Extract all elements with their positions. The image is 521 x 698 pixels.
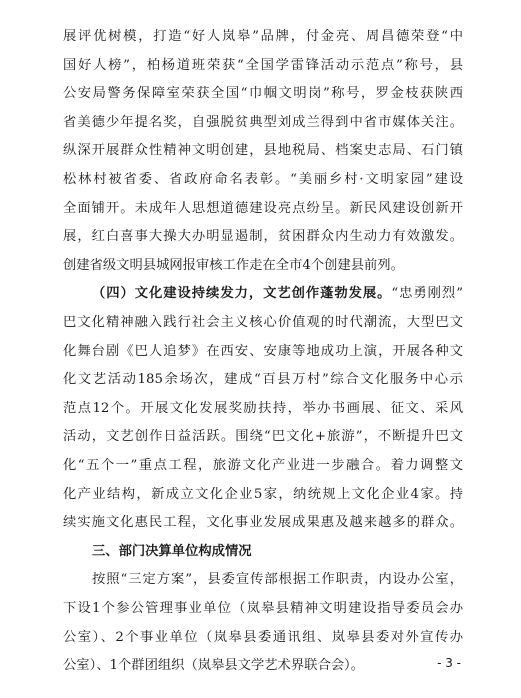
paragraph-line: 化文艺活动185余场次，建成“百县万村”综合文化服务中心示	[63, 372, 463, 388]
paragraph-line: 公室）、2个事业单位（岚皋县委通讯组、岚皋县委对外宣传办	[63, 629, 463, 645]
paragraph-line: 按照“三定方案”，县委宣传部根据工作职责，内设办公室，	[92, 572, 463, 588]
paragraph-line: 化产业结构，新成立文化企业5家，纳统规上文化企业4家。持	[63, 486, 463, 502]
paragraph-line: 国好人榜”，柏杨道班荣获“全国学雷锋活动示范点”称号，县	[63, 57, 463, 73]
paragraph-line: 展，红白喜事大操大办明显遏制，贫困群众内生动力有效激发。	[63, 229, 463, 245]
paragraph-line: 续实施文化惠民工程，文化事业发展成果惠及越来越多的群众。	[63, 515, 463, 531]
paragraph-first-line	[92, 286, 463, 302]
section-heading: 三、部门决算单位构成情况	[92, 543, 252, 559]
paragraph-line: 化舞台剧《巴人追梦》在西安、安康等地成功上演，开展各种文	[63, 343, 463, 359]
paragraph-line: 创建省级文明县城网报审核工作走在全市4个创建县前列。	[63, 257, 404, 273]
page-number: - 3 -	[437, 656, 461, 670]
paragraph-line: 公室）、1个群团组织（岚皋县文学艺术界联合会）。	[63, 658, 364, 674]
paragraph-line: 活动，文艺创作日益活跃。围绕“巴文化+旅游”，不断提升巴文	[63, 429, 463, 445]
paragraph-line: 巴文化精神融入践行社会主义核心价值观的时代潮流，大型巴文	[63, 315, 463, 330]
paragraph-line: 展评优树模，打造“好人岚皋”品牌，付金亮、周昌德荣登“中	[63, 29, 463, 44]
paragraph-line: 全面铺开。未成年人思想道德建设亮点纷呈。新民风建设创新开	[63, 200, 463, 216]
paragraph-line: 松林村被省委、省政府命名表彰。“美丽乡村·文明家园”建设	[63, 172, 463, 187]
paragraph-line: 公安局警务保障室荣获全国“巾帼文明岗”称号，罗金枝获陕西	[63, 86, 463, 102]
subsection-heading: （四）文化建设持续发力，文艺创作蓬勃发展。	[92, 286, 392, 302]
paragraph-line: 化“五个一”重点工程，旅游文化产业进一步融合。着力调整文	[63, 458, 463, 473]
paragraph-line: 范点12个。开展文化发展奖励扶持，举办书画展、征文、采风	[63, 400, 463, 416]
paragraph-line: 纵深开展群众性精神文明创建，县地税局、档案史志局、石门镇	[63, 143, 463, 159]
paragraph-line: 省美德少年提名奖，自强脱贫典型刘成兰得到中省市媒体关注。	[63, 114, 463, 130]
paragraph-line: 下设1个参公管理事业单位（岚皋县精神文明建设指导委员会办	[63, 601, 463, 616]
paragraph-text: “忠勇刚烈”	[391, 286, 463, 302]
